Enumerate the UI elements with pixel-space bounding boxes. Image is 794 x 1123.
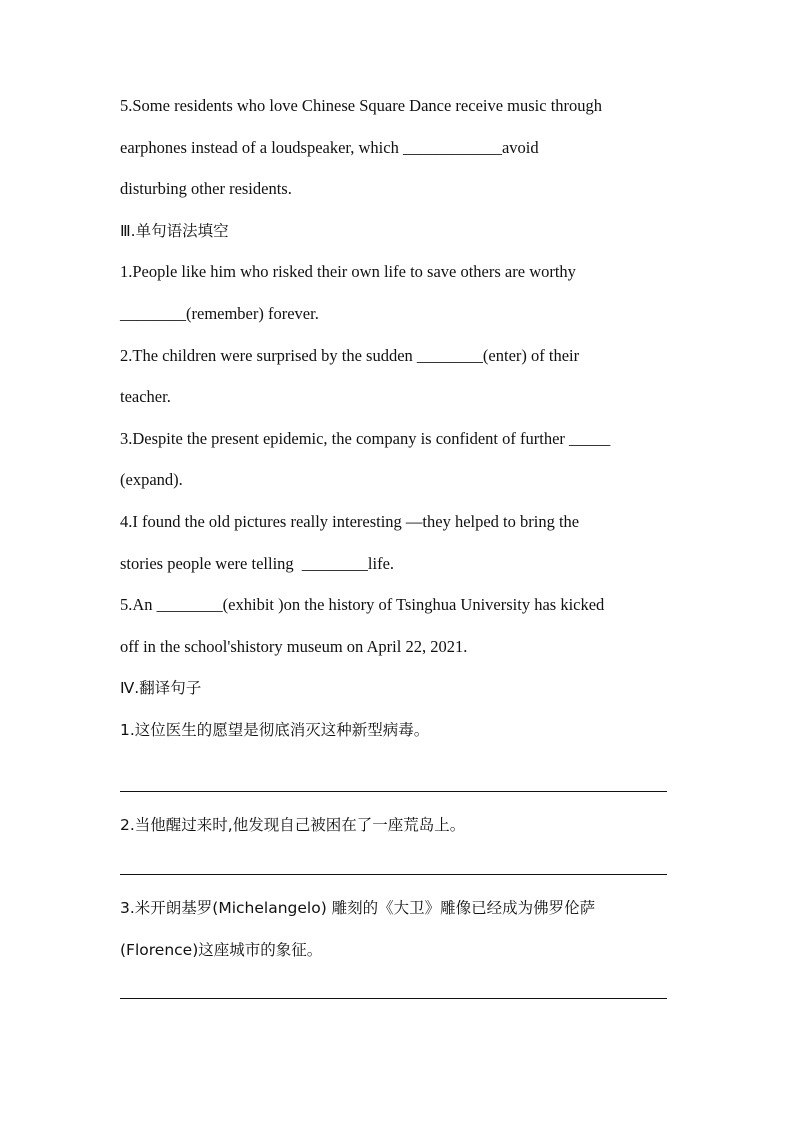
s3-line: 5.An ________(exhibit )on the history of Tsinghua University has kicked <box>120 595 605 615</box>
prev-q5-line3: disturbing other residents. <box>120 179 292 199</box>
translate-q3-line1: 3.米开朗基罗(Michelangelo) 雕刻的《大卫》雕像已经成为佛罗伦萨 <box>120 899 596 917</box>
s3-line: 3.Despite the present epidemic, the company is confident of further _____ <box>120 428 611 448</box>
prev-q5-line1: 5.Some residents who love Chinese Square Dance receive music through <box>120 96 603 115</box>
s3-line: (expand). <box>120 470 183 490</box>
section4-heading: Ⅳ.翻译句子 <box>120 679 202 698</box>
section3-heading: Ⅲ.单句语法填空 <box>120 221 229 240</box>
translate-q3-line2: (Florence)这座城市的象征。 <box>120 941 323 959</box>
translate-q1: 1.这位医生的愿望是彻底消灭这种新型病毒。 <box>120 720 430 739</box>
s3-line: ________(remember) forever. <box>120 303 319 323</box>
s3-line: 1.People like him who risked their own life to save others are worthy <box>120 262 576 282</box>
prev-q5-line2: earphones instead of a loudspeaker, which ____________avoid <box>120 137 539 157</box>
s3-line: teacher. <box>120 387 171 407</box>
s3-line: 4.I found the old pictures really interesting —they helped to bring the <box>120 511 580 531</box>
s3-line: stories people were telling ________life. <box>120 553 395 573</box>
answer-line-q1 <box>120 791 667 792</box>
s3-line: 2.The children were surprised by the sudden ________(enter) of their <box>120 345 580 365</box>
answer-line-q3 <box>120 998 667 999</box>
s3-line: off in the school'shistory museum on April 22, 2021. <box>120 636 468 656</box>
worksheet-page <box>120 96 680 762</box>
translate-q2: 2.当他醒过来时,他发现自己被困在了一座荒岛上。 <box>120 816 466 834</box>
answer-line-q2 <box>120 874 667 875</box>
